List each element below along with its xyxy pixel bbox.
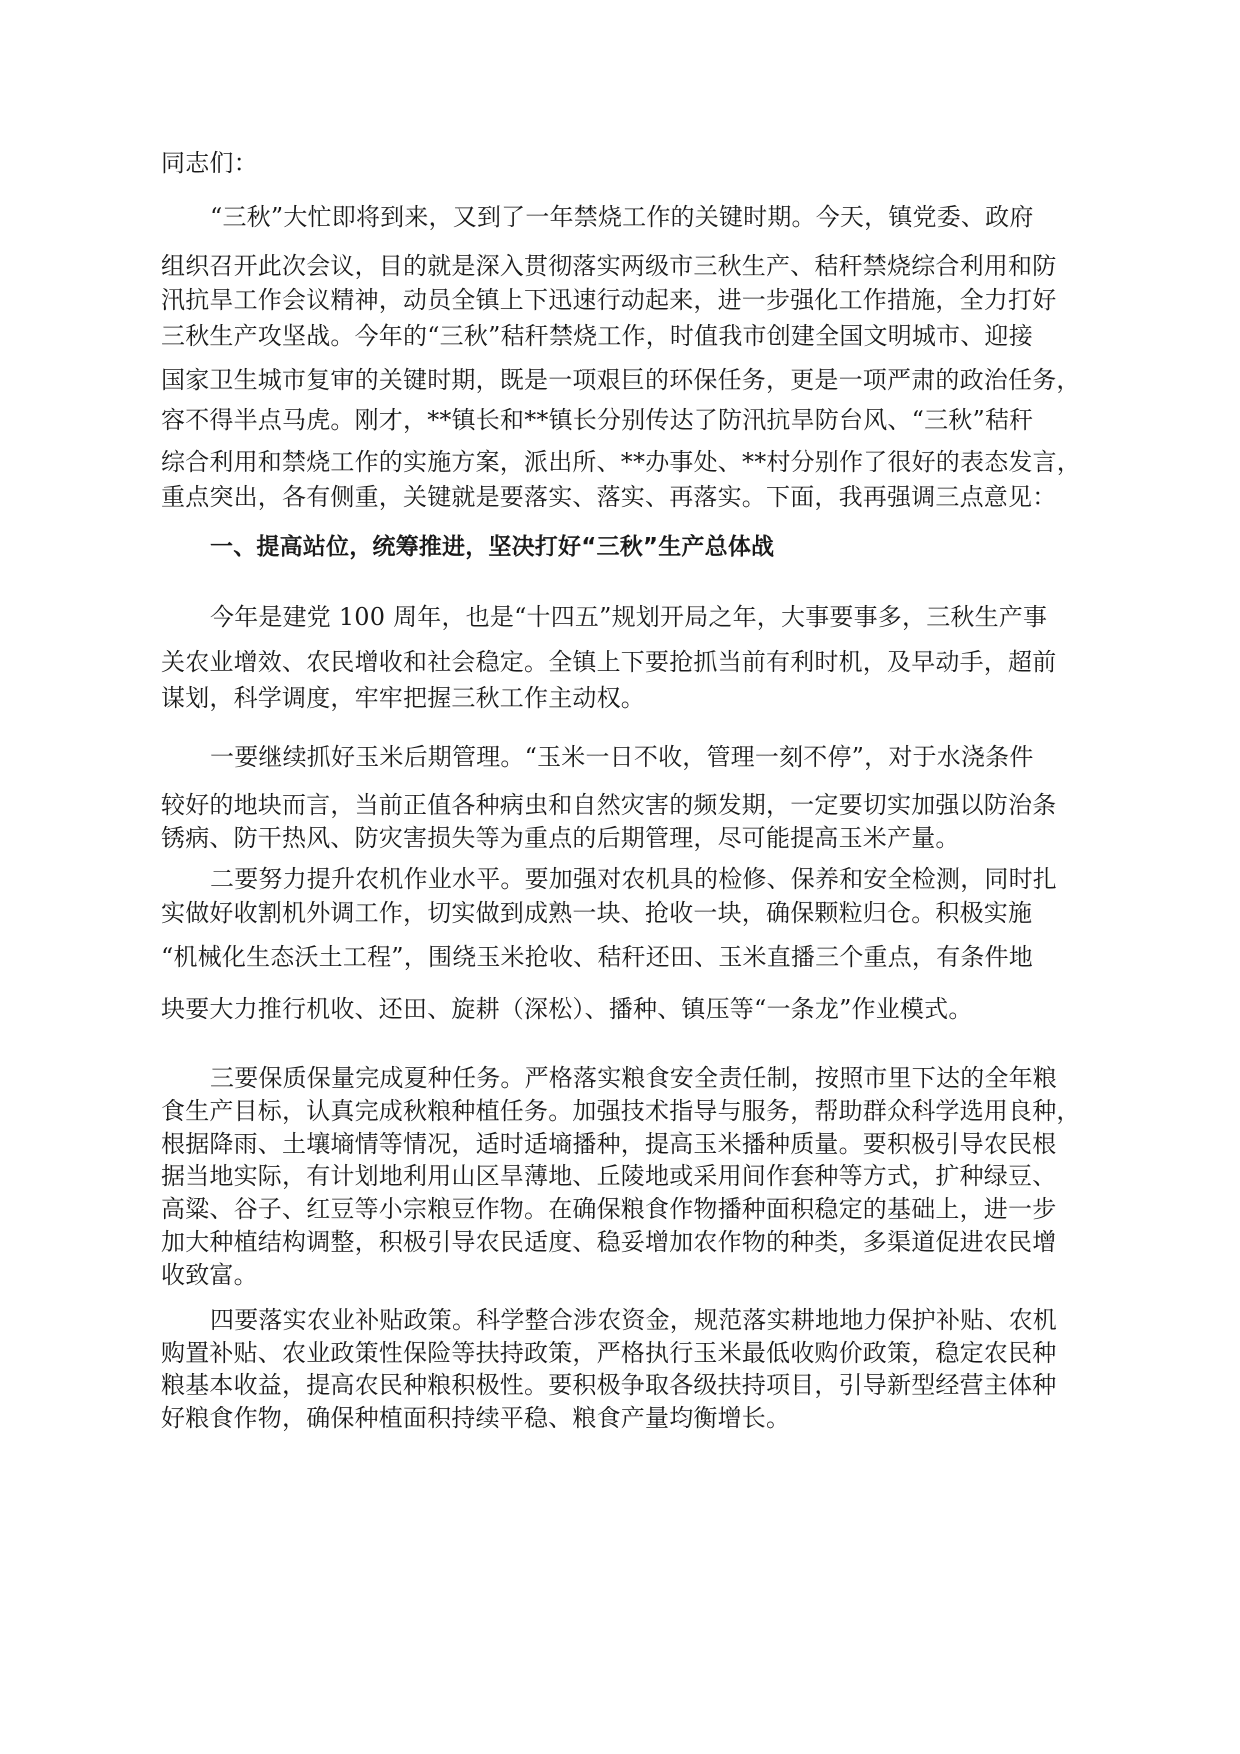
body-line: 高粱、谷子、红豆等小宗粮豆作物。在确保粮食作物播种面积稳定的基础上，进一步 [161,1195,1057,1223]
body-line: 食生产目标，认真完成秋粮种植任务。加强技术指导与服务，帮助群众科学选用良种， [161,1097,1081,1125]
body-line: 购置补贴、农业政策性保险等扶持政策，严格执行玉米最低收购价政策，稳定农民种 [161,1339,1057,1367]
body-line: 粮基本收益，提高农民种粮积极性。要积极争取各级扶持项目，引导新型经营主体种 [161,1371,1057,1399]
body-line: 根据降雨、土壤墒情等情况，适时适墒播种，提高玉米播种质量。要积极引导农民根 [161,1130,1057,1158]
body-line: 据当地实际，有计划地利用山区旱薄地、丘陵地或采用间作套种等方式，扩种绿豆、 [161,1162,1057,1190]
body-line: 组织召开此次会议，目的就是深入贯彻落实两级市三秋生产、秸秆禁烧综合利用和防 [161,252,1057,280]
body-line: “机械化生态沃土工程”，围绕玉米抢收、秸秆还田、玉米直播三个重点，有条件地 [161,943,1033,971]
body-line: 锈病、防干热风、防灾害损失等为重点的后期管理，尽可能提高玉米产量。 [161,824,960,852]
body-line: 国家卫生城市复审的关键时期，既是一项艰巨的环保任务，更是一项严肃的政治任务， [161,366,1081,394]
body-line: 二要努力提升农机作业水平。要加强对农机具的检修、保养和安全检测，同时扎 [210,865,1057,893]
body-line: 关农业增效、农民增收和社会稳定。全镇上下要抢抓当前有利时机，及早动手，超前 [161,648,1057,676]
body-line: 四要落实农业补贴政策。科学整合涉农资金，规范落实耕地地力保护补贴、农机 [210,1306,1057,1334]
body-line: 块要大力推行机收、还田、旋耕（深松）、播种、镇压等“一条龙”作业模式。 [161,995,973,1023]
body-line: 容不得半点马虎。刚才，**镇长和**镇长分别传达了防汛抗旱防台风、“三秋”秸秆 [161,406,1034,434]
body-line: 三秋生产攻坚战。今年的“三秋”秸秆禁烧工作，时值我市创建全国文明城市、迎接 [161,322,1033,350]
salutation: 同志们： [161,149,258,177]
body-line: 重点突出，各有侧重，关键就是要落实、落实、再落实。下面，我再强调三点意见： [161,483,1057,511]
body-line: 好粮食作物，确保种植面积持续平稳、粮食产量均衡增长。 [161,1404,791,1432]
body-line: 三要保质保量完成夏种任务。严格落实粮食安全责任制，按照市里下达的全年粮 [210,1064,1057,1092]
body-line: 一要继续抓好玉米后期管理。“玉米一日不收，管理一刻不停”，对于水浇条件 [210,743,1034,771]
section-heading: 一、提高站位，统筹推进，坚决打好“三秋”生产总体战 [210,534,775,560]
body-line: 汛抗旱工作会议精神，动员全镇上下迅速行动起来，进一步强化工作措施，全力打好 [161,286,1057,314]
body-line: 较好的地块而言，当前正值各种病虫和自然灾害的频发期，一定要切实加强以防治条 [161,791,1057,819]
body-line: “三秋”大忙即将到来，又到了一年禁烧工作的关键时期。今天，镇党委、政府 [210,203,1034,231]
body-line: 加大种植结构调整，积极引导农民适度、稳妥增加农作物的种类，多渠道促进农民增 [161,1228,1057,1256]
body-line: 实做好收割机外调工作，切实做到成熟一块、抢收一块，确保颗粒归仓。积极实施 [161,899,1033,927]
body-line: 谋划，科学调度，牢牢把握三秋工作主动权。 [161,684,645,712]
body-line: 综合利用和禁烧工作的实施方案，派出所、**办事处、**村分别作了很好的表态发言， [161,448,1081,476]
body-line: 收致富。 [161,1261,258,1289]
body-line: 今年是建党 100 周年，也是“十四五”规划开局之年，大事要事多，三秋生产事 [210,603,1048,631]
